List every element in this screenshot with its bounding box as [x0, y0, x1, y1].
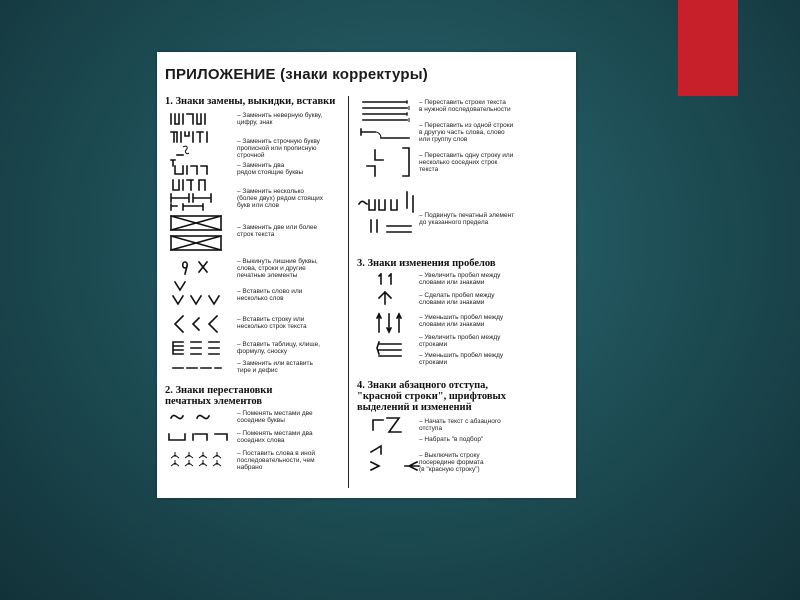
insert-table-symbol	[169, 338, 229, 358]
shift-element-symbol	[357, 190, 421, 240]
swap-letters-symbol	[167, 408, 227, 424]
replace-case-symbol	[169, 145, 219, 159]
move-line-block-symbol	[357, 146, 417, 180]
swap-words-symbol	[167, 430, 231, 444]
section-heading-indent: 4. Знаки абзацного отступа, "красной строки", шрифтовых выделений и изменений	[357, 380, 506, 413]
replace-lines-symbol	[169, 214, 227, 252]
insert-line-symbol	[169, 314, 229, 336]
section-heading-spacing: 3. Знаки изменения пробелов	[357, 258, 496, 269]
section-heading-transpose: 2. Знаки перестановки печатных элементов	[165, 385, 273, 407]
accent-tab	[678, 0, 738, 96]
proofreading-sheet: ПРИЛОЖЕНИЕ (знаки корректуры) 1. Знаки замены, выкидки, вставки – Заменить неверную букву, цифру, знак – Заменить строчную букву прописной или прописную строчной – Заменить два рядом стоящие буквы – Заменить несколько (более двух) рядом стоящих букв или слов – Заменить две или более строк текста – Выкинуть лишние буквы, слова, строки и другие печатные элементы – Вставить слово или несколько слов – Вставить строку или несколько строк текста – Вставить таблицу, клише, формулу, сноску – Заменить или вставить тире и дефис 2. Знаки перестановки печатных элементов – Поменять местами две соседние буквы – Поменять местами два соседних слова – Поставить слова в иной последовательности, чем набрано – Переставить строки текста в нужной последовательности – Переставить из одной строки в другую часть слова, слово или группу слов – Переставить одну строку или несколько соседних строк текста – Подвинуть печатный элемент до указанного предела 3. Знаки изменения пробелов – Увеличить пробел между словами или знаками – Сделать пробел между словами или знаками – Уменьшить пробел между словами или знаками – Увеличить пробел между строками – Уменьшить пробел между строками 4. Знаки абзацного отступа, "красной строки", шрифтовых выделений и изменений – Начать текст с абзацного отступа – Набрать "в подбор" – Выключить строку посередине формата (в "красную строку")	[157, 52, 576, 498]
insert-word-symbol	[169, 280, 229, 310]
replace-several-symbol	[169, 192, 229, 212]
replace-two-letters-symbol	[169, 158, 219, 194]
reorder-words-symbol	[167, 448, 231, 468]
section-heading-replace: 1. Знаки замены, выкидки, вставки	[165, 96, 336, 107]
page-title: ПРИЛОЖЕНИЕ (знаки корректуры)	[165, 66, 428, 83]
delete-symbol	[169, 258, 219, 278]
insert-dash-symbol	[169, 362, 229, 376]
spacing-symbols	[375, 272, 415, 372]
move-words-symbol	[357, 126, 417, 144]
column-divider	[348, 96, 349, 488]
replace-letter-symbol	[169, 110, 231, 144]
indent-symbols	[367, 414, 427, 474]
move-lines-symbol	[357, 98, 417, 124]
